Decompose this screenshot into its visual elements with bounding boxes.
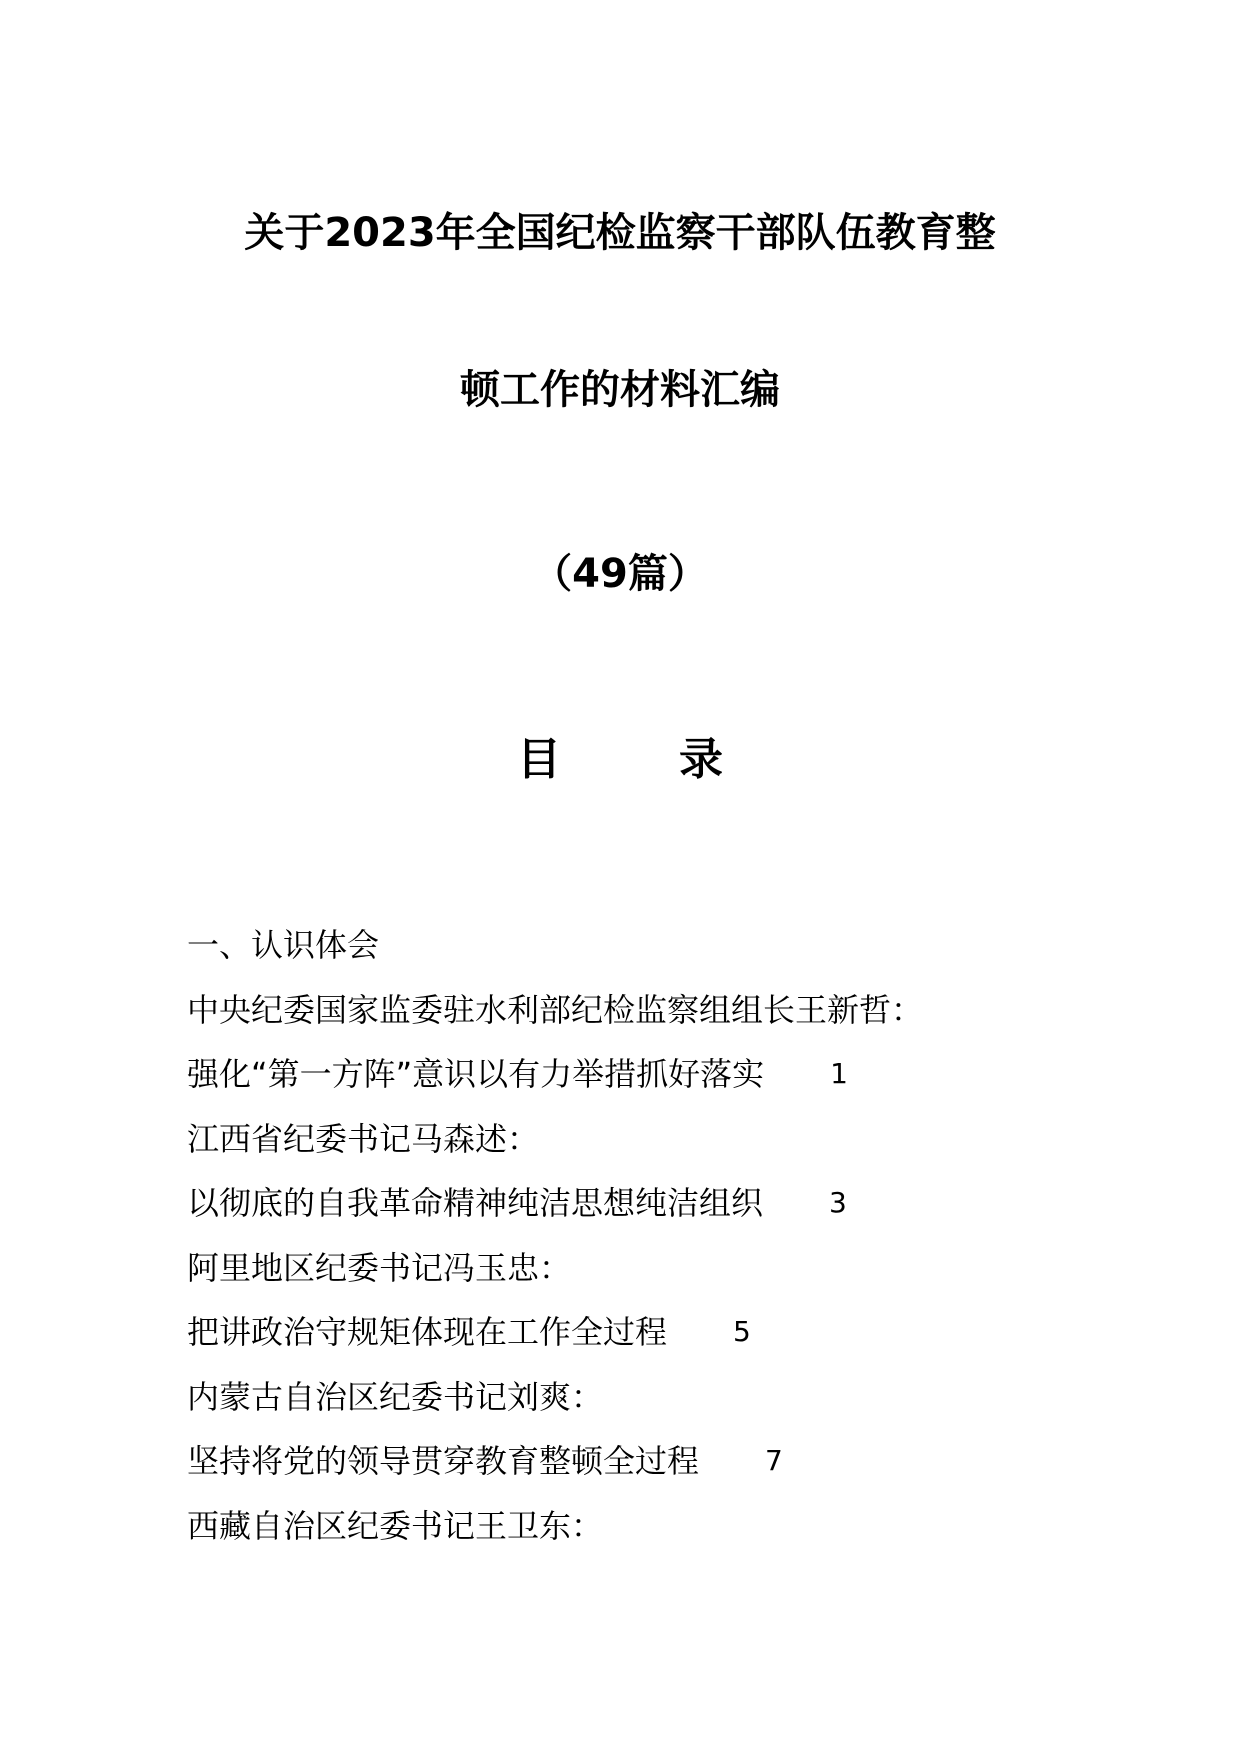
toc-entry-title[interactable]: 强化“第一方阵”意识以有力举措抓好落实 (187, 1055, 765, 1093)
toc-entry-page-number: 7 (765, 1444, 783, 1477)
toc-entry-page-number: 3 (829, 1186, 847, 1219)
document-title-line-1: 关于2023年全国纪检监察干部队伍教育整 (244, 210, 996, 256)
toc-entry[interactable] (187, 1042, 1087, 1107)
toc-entry[interactable] (187, 1171, 1087, 1236)
toc-entry[interactable] (187, 1429, 1087, 1494)
document-article-count: （49篇） (532, 551, 708, 597)
toc-entry-author: 西藏自治区纪委书记王卫东： (187, 1506, 604, 1545)
toc-entry-author: 中央纪委国家监委驻水利部纪检监察组组长王新哲： (187, 990, 924, 1029)
table-of-contents (187, 913, 1087, 1558)
toc-entry-title[interactable]: 把讲政治守规矩体现在工作全过程 (187, 1313, 668, 1351)
toc-heading (0, 730, 1240, 790)
toc-heading-char-2: 录 (679, 734, 723, 785)
toc-entry-page-number: 1 (830, 1057, 848, 1090)
document-title-line-2: 顿工作的材料汇编 (460, 367, 780, 413)
toc-heading-char-1: 目 (517, 734, 561, 785)
toc-entry-title[interactable]: 坚持将党的领导贯穿教育整顿全过程 (187, 1442, 700, 1480)
toc-entry[interactable] (187, 1300, 1087, 1365)
toc-entry-title[interactable]: 以彻底的自我革命精神纯洁思想纯洁组织 (187, 1184, 764, 1222)
toc-entry-author: 江西省纪委书记马森述： (187, 1119, 540, 1158)
toc-entry-page-number: 5 (733, 1315, 751, 1348)
toc-entry-author: 内蒙古自治区纪委书记刘爽： (187, 1377, 604, 1416)
toc-section-heading: 一、认识体会 (187, 926, 380, 964)
toc-entry-author: 阿里地区纪委书记冯玉忠： (187, 1248, 572, 1287)
